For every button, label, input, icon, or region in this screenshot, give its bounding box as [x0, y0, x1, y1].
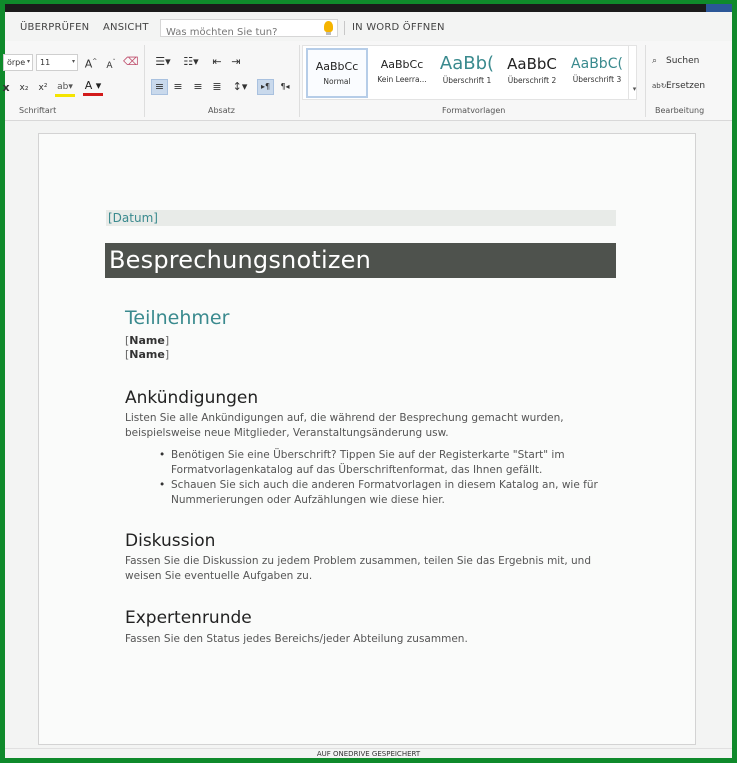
chevron-down-icon: ▾ [26, 58, 30, 65]
style-normal[interactable] [306, 48, 368, 98]
style-heading-3[interactable] [566, 48, 628, 98]
font-name-value: örpe [7, 58, 26, 67]
participant-name[interactable]: [Name] [125, 348, 170, 361]
top-bar-accent [706, 4, 732, 12]
strikethrough-icon[interactable]: x [2, 81, 10, 94]
ribbon [2, 41, 732, 121]
document-page[interactable] [38, 133, 696, 745]
style-name: Normal [323, 77, 351, 86]
font-size-value: 11 [40, 58, 51, 67]
font-color-icon[interactable]: A ▾ [83, 79, 103, 96]
align-left-icon[interactable]: ≡ [151, 79, 168, 95]
style-sample: AaBbCc [315, 60, 359, 73]
align-center-icon[interactable]: ≡ [173, 80, 183, 93]
ltr-direction-icon[interactable]: ▸¶ [257, 79, 274, 95]
group-label-styles: Formatvorlagen [442, 106, 506, 115]
announcements-list [159, 448, 619, 508]
top-bar [5, 4, 732, 12]
group-label-font: Schriftart [19, 106, 57, 115]
highlight-color-icon[interactable]: ab▾ [55, 80, 75, 97]
grow-font-icon[interactable]: A^ [84, 57, 98, 71]
tell-me-input[interactable] [161, 25, 311, 41]
announcements-heading[interactable]: Ankündigungen [125, 388, 259, 408]
style-heading-2[interactable] [501, 48, 563, 98]
justify-icon[interactable]: ≣ [212, 80, 222, 93]
group-divider [144, 45, 145, 117]
style-no-spacing[interactable] [371, 48, 433, 98]
experts-text[interactable]: Fassen Sie den Status jedes Bereichs/jeder Abteilung zusammen. [125, 633, 468, 645]
rtl-direction-icon[interactable]: ¶◂ [280, 82, 290, 91]
replace-icon: ab↻ [652, 82, 667, 90]
font-size-dropdown[interactable] [36, 54, 78, 71]
tab-view[interactable]: ANSICHT [103, 22, 149, 33]
word-online-window [2, 4, 732, 758]
chevron-down-icon: ▾ [632, 85, 637, 93]
open-in-word-button[interactable]: IN WORD ÖFFNEN [352, 22, 445, 33]
list-item[interactable]: • Benötigen Sie eine Überschrift? Tippen Sie auf der Registerkarte "Start" im Formatvorlagenkatalog auf das Überschriftenformat, das Ihnen gefällt. [159, 448, 619, 478]
superscript-icon[interactable]: x² [38, 83, 48, 93]
shrink-font-icon[interactable]: $A^ˇ$ [106, 59, 116, 71]
list-item[interactable]: • Schauen Sie sich auch die anderen Formatvorlagen in diesem Katalog an, wie für Nummerierungen oder Aufzählungen wie diese hier. [159, 478, 619, 508]
decrease-indent-icon[interactable]: ⇤ [212, 55, 222, 68]
style-name: Überschrift 1 [442, 76, 492, 85]
style-sample: AaBb( [439, 53, 495, 74]
group-label-editing: Bearbeitung [655, 106, 705, 115]
document-title[interactable]: Besprechungsnotizen [105, 243, 616, 278]
participant-name[interactable]: [Name] [125, 334, 170, 347]
numbering-icon[interactable]: ☷▾ [183, 55, 199, 68]
menu-divider [344, 21, 345, 35]
replace-button[interactable] [652, 81, 705, 91]
binoculars-icon: ⌕ [652, 56, 658, 66]
tell-me-box[interactable] [160, 19, 338, 37]
styles-gallery [302, 45, 637, 100]
style-sample: AaBbC( [571, 56, 623, 72]
status-bar [5, 748, 732, 758]
replace-label: Ersetzen [666, 81, 706, 91]
increase-indent-icon[interactable]: ⇥ [231, 55, 241, 68]
group-divider [645, 45, 646, 117]
chevron-down-icon: ▾ [71, 58, 75, 65]
participants-heading[interactable]: Teilnehmer [125, 307, 230, 329]
clear-formatting-icon[interactable]: ⌫ [123, 55, 139, 68]
bullets-icon[interactable]: ☰▾ [155, 55, 171, 68]
subscript-icon[interactable]: x₂ [19, 83, 29, 93]
participant-name-text: Name [129, 348, 165, 361]
group-divider [299, 45, 300, 117]
group-label-paragraph: Absatz [208, 106, 235, 115]
lightbulb-icon [324, 21, 333, 32]
find-label: Suchen [666, 56, 700, 66]
style-name: Überschrift 3 [572, 75, 622, 84]
style-sample: AaBbCc [380, 58, 424, 71]
tab-review[interactable]: ÜBERPRÜFEN [20, 22, 90, 33]
align-right-icon[interactable]: ≡ [193, 80, 203, 93]
font-name-dropdown[interactable] [3, 54, 33, 71]
date-field[interactable]: [Datum] [106, 210, 616, 226]
experts-heading[interactable]: Expertenrunde [125, 608, 252, 628]
document-area[interactable] [5, 122, 732, 748]
style-sample: AaBbC [507, 55, 557, 73]
style-name: Überschrift 2 [507, 76, 557, 85]
style-name: Kein Leerra... [377, 75, 427, 84]
style-heading-1[interactable] [436, 48, 498, 98]
line-spacing-icon[interactable]: ↕▾ [232, 80, 248, 93]
participant-name-text: Name [129, 334, 165, 347]
menu-tabs [5, 17, 732, 41]
discussion-text[interactable]: Fassen Sie die Diskussion zu jedem Problem zusammen, teilen Sie das Ergebnis mit, und weisen Sie eventuelle Aufgaben zu. [125, 555, 591, 582]
find-button[interactable] [652, 56, 699, 66]
save-status: AUF ONEDRIVE GESPEICHERT [316, 750, 421, 758]
gallery-more-button[interactable] [628, 45, 640, 100]
discussion-heading[interactable]: Diskussion [125, 531, 216, 551]
announcements-text[interactable]: Listen Sie alle Ankündigungen auf, die während der Besprechung gemacht wurden, beispielsweise neue Mitglieder, Veranstaltungsänderung usw. [125, 412, 564, 439]
